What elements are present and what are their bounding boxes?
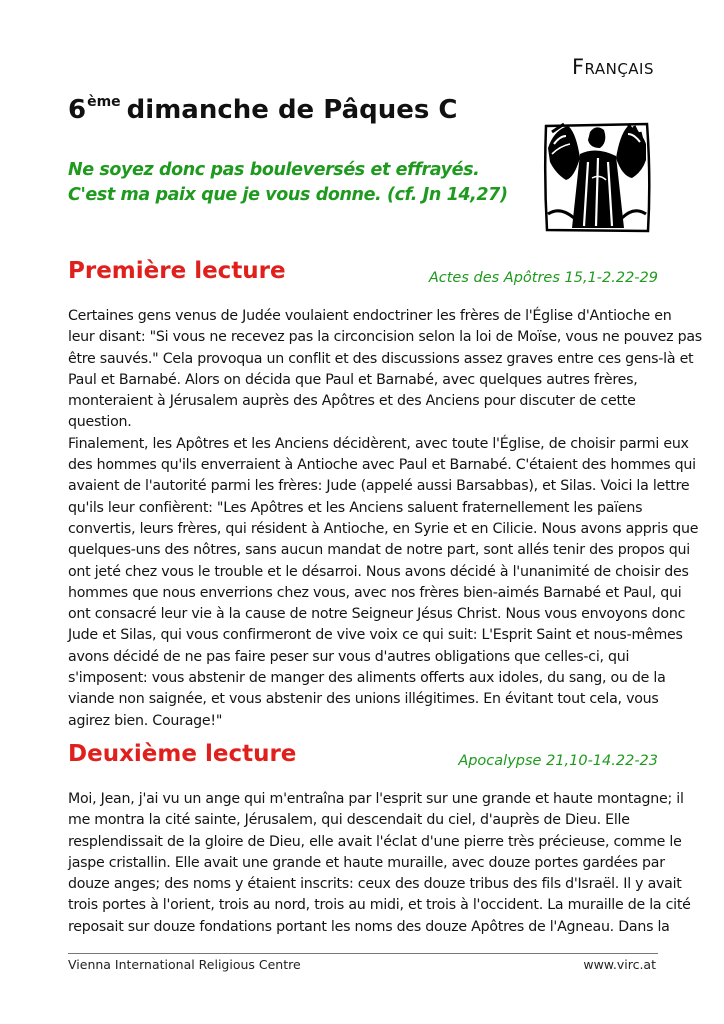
title-ordinal-suffix: ème [87,94,121,110]
text-line: jaspe cristallin. Elle avait une grande et haute muraille, avec douze portes gardées par [68,854,665,871]
text-line: Finalement, les Apôtres et les Anciens décidèrent, avec toute l'Église, de choisir parmi eux [68,435,689,452]
text-line: monteraient à Jérusalem auprès des Apôtres et des Anciens pour discuter de cette [68,393,636,410]
reading2-body [68,789,691,938]
text-line: quelques-uns des nôtres, sans aucun mandat de notre part, sont allés tenir des propos qui [68,542,690,559]
text-line: ont jeté chez vous le trouble et le désarroi. Nous avons décidé à l'unanimité de choisir des [68,563,689,580]
text-line: s'imposent: vous abstenir de manger des aliments offerts aux idoles, du sang, ou de la [68,670,666,687]
text-line: leur disant: "Si vous ne recevez pas la circoncision selon la loi de Moïse, vous ne pouvez pas [68,329,702,346]
risen-christ-woodcut-icon [540,118,654,234]
reading2-header [68,741,658,771]
footer-divider [68,953,658,954]
text-line: ont consacré leur vie à la cause de notre Seigneur Jésus Christ. Nous vous envoyons donc [68,606,686,623]
language-label: Français [571,55,654,79]
text-line: douze anges; des noms y étaient inscrits: ceux des douze tribus des fils d'Israël. Il y avait [68,876,682,893]
text-line: Jude et Silas, qui vous confirmeront de vive voix ce qui suit: L'Esprit Saint et nous-mêmes [68,627,683,644]
reading1-title: Première lecture [68,258,286,284]
text-line: resplendissait de la gloire de Dieu, elle avait l'éclat d'une pierre très précieuse, comme le [68,833,682,850]
text-line: qu'ils leur confièrent: "Les Apôtres et les Anciens saluent fraternellement les païens [68,499,643,516]
title-rest: dimanche de Pâques C [126,95,458,125]
quote-line: C'est ma paix que je vous donne. (cf. Jn 14,27) [68,185,508,205]
text-line: avaient de l'autorité parmi les frères: Jude (appelé aussi Barsabbas), et Silas. Voici la lettre [68,478,690,495]
footer-organization: Vienna International Religious Centre [68,957,301,972]
text-line: avons décidé de ne pas faire peser sur vous d'autres obligations que celles-ci, qui [68,648,630,665]
reading1-header [68,258,658,288]
reading1-reference: Actes des Apôtres 15,1-2.22-29 [428,270,658,286]
text-line: hommes que nous enverrions chez vous, avec nos frères bien-aimés Barnabé et Paul, qui [68,584,682,601]
text-line: viande non saignée, et vous abstenir des unions illégitimes. En évitant tout cela, vous [68,691,659,708]
quote-line: Ne soyez donc pas bouleversés et effrayés. [68,160,480,180]
text-line: reposait sur douze fondations portant les noms des douze Apôtres de l'Agneau. Dans la [68,918,670,935]
text-line: être sauvés." Cela provoqua un conflit et des discussions assez graves entre ces gens-là et [68,350,694,367]
text-line: question. [68,414,132,431]
text-line: agirez bien. Courage!" [68,712,223,729]
text-line: Certaines gens venus de Judée voulaient endoctriner les frères de l'Église d'Antioche en [68,308,672,324]
reading1-body [68,306,702,732]
title-ordinal: 6 [68,95,87,125]
text-line: me montra la cité sainte, Jérusalem, qui descendait du ciel, d'auprès de Dieu. Elle [68,812,630,829]
text-line: Moi, Jean, j'ai vu un ange qui m'entraîna par l'esprit sur une grande et haute montagne; il [68,791,684,807]
reading2-reference: Apocalypse 21,10-14.22-23 [458,753,658,769]
reading2-title: Deuxième lecture [68,741,297,767]
text-line: convertis, leurs frères, qui résident à Antioche, en Syrie et en Cilicie. Nous avons appris que [68,520,699,537]
page-title [68,94,458,125]
text-line: trois portes à l'orient, trois au nord, trois au midi, et trois à l'occident. La muraille de la cité [68,897,691,914]
footer-website: www.virc.at [583,957,656,972]
text-line: des hommes qu'ils enverraient à Antioche avec Paul et Barnabé. C'étaient des hommes qui [68,457,696,474]
gospel-quote [68,158,518,208]
text-line: Paul et Barnabé. Alors on décida que Paul et Barnabé, avec quelques autres frères, [68,371,638,388]
